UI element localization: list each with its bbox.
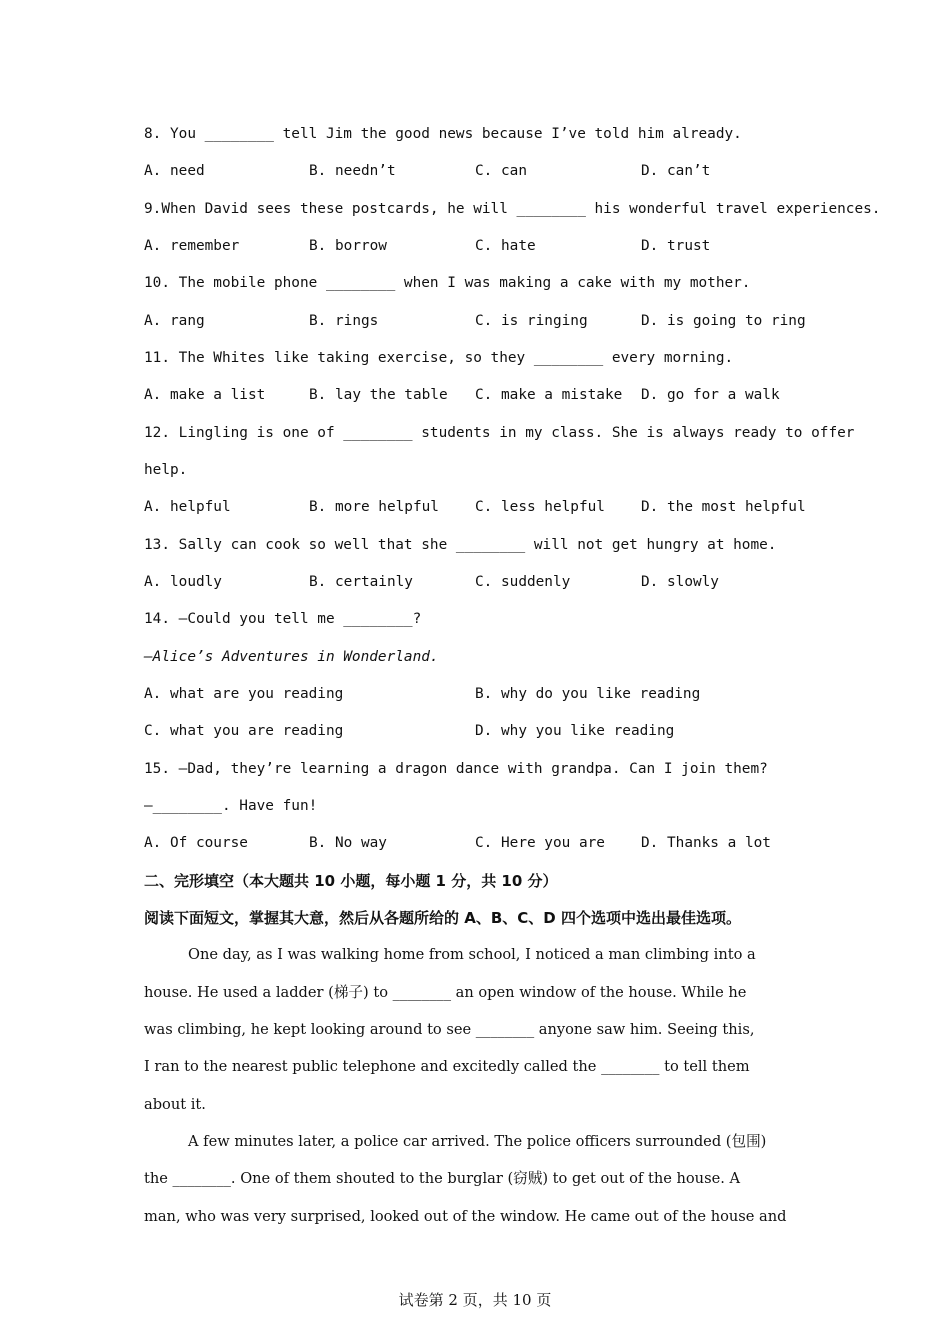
passage-line: house. He used a ladder (梯子) to ________ an open window of the house. While he [144, 984, 747, 1001]
question-12-option-d: D. the most helpful [641, 499, 806, 515]
question-10-option-c: C. is ringing [475, 313, 588, 329]
question-11-option-d: D. go for a walk [641, 387, 780, 403]
passage-line: A few minutes later, a police car arrived. The police officers surrounded (包围) [188, 1133, 767, 1150]
question-10-stem: 10. The mobile phone ________ when I was making a cake with my mother. [144, 275, 751, 291]
question-9-option-c: C. hate [475, 238, 536, 254]
question-11-option-b: B. lay the table [309, 387, 448, 403]
question-10-option-d: D. is going to ring [641, 313, 806, 329]
question-14-option-d: D. why you like reading [475, 723, 675, 739]
passage-line: One day, as I was walking home from school, I noticed a man climbing into a [188, 946, 756, 963]
question-8-option-d: D. can’t [641, 163, 711, 179]
question-13-option-a: A. loudly [144, 574, 222, 590]
question-14-option-a: A. what are you reading [144, 686, 344, 702]
question-12-option-b: B. more helpful [309, 499, 439, 515]
question-11-stem: 11. The Whites like taking exercise, so they ________ every morning. [144, 350, 734, 366]
question-9-option-b: B. borrow [309, 238, 387, 254]
question-12-stem-line1: 12. Lingling is one of ________ students in my class. She is always ready to offer [144, 425, 855, 441]
question-12-option-c: C. less helpful [475, 499, 605, 515]
question-8-option-b: B. needn’t [309, 163, 396, 179]
question-11-option-c: C. make a mistake [475, 387, 623, 403]
passage-line: was climbing, he kept looking around to see ________ anyone saw him. Seeing this, [144, 1021, 755, 1038]
question-15-option-d: D. Thanks a lot [641, 835, 771, 851]
passage-line: the ________. One of them shouted to the burglar (窃贼) to get out of the house. A [144, 1170, 741, 1187]
question-13-stem: 13. Sally can cook so well that she ________ will not get hungry at home. [144, 537, 777, 553]
question-8-option-c: C. can [475, 163, 527, 179]
question-10-option-a: A. rang [144, 313, 205, 329]
section-2-heading: 二、完形填空（本大题共 10 小题，每小题 1 分，共 10 分） [144, 872, 558, 890]
question-8-option-a: A. need [144, 163, 205, 179]
question-12-stem-line2: help. [144, 462, 188, 478]
question-14-stem: 14. —Could you tell me ________? [144, 611, 422, 627]
question-14-option-c: C. what you are reading [144, 723, 344, 739]
question-12-option-a: A. helpful [144, 499, 231, 515]
question-15-option-a: A. Of course [144, 835, 248, 851]
question-15-stem: 15. —Dad, they’re learning a dragon dance with grandpa. Can I join them? [144, 761, 768, 777]
passage-line: I ran to the nearest public telephone and excitedly called the ________ to tell them [144, 1058, 750, 1075]
question-9-stem: 9.When David sees these postcards, he will ________ his wonderful travel experiences. [144, 201, 881, 217]
question-14-reply: —Alice’s Adventures in Wonderland. [144, 649, 439, 665]
question-11-option-a: A. make a list [144, 387, 266, 403]
question-13-option-d: D. slowly [641, 574, 719, 590]
passage-line: man, who was very surprised, looked out of the window. He came out of the house and [144, 1208, 787, 1225]
section-2-instruction: 阅读下面短文，掌握其大意，然后从各题所给的 A、B、C、D 四个选项中选出最佳选项。 [144, 909, 741, 927]
question-8-stem: 8. You ________ tell Jim the good news because I’ve told him already. [144, 126, 742, 142]
question-13-option-c: C. suddenly [475, 574, 571, 590]
question-15-reply: —________. Have fun! [144, 798, 318, 814]
question-14-option-b: B. why do you like reading [475, 686, 701, 702]
page-footer: 试卷第 2 页，共 10 页 [398, 1291, 552, 1309]
passage-line: about it. [144, 1096, 206, 1113]
question-13-option-b: B. certainly [309, 574, 413, 590]
question-9-option-d: D. trust [641, 238, 711, 254]
question-15-option-b: B. No way [309, 835, 387, 851]
question-10-option-b: B. rings [309, 313, 379, 329]
question-9-option-a: A. remember [144, 238, 240, 254]
question-15-option-c: C. Here you are [475, 835, 605, 851]
